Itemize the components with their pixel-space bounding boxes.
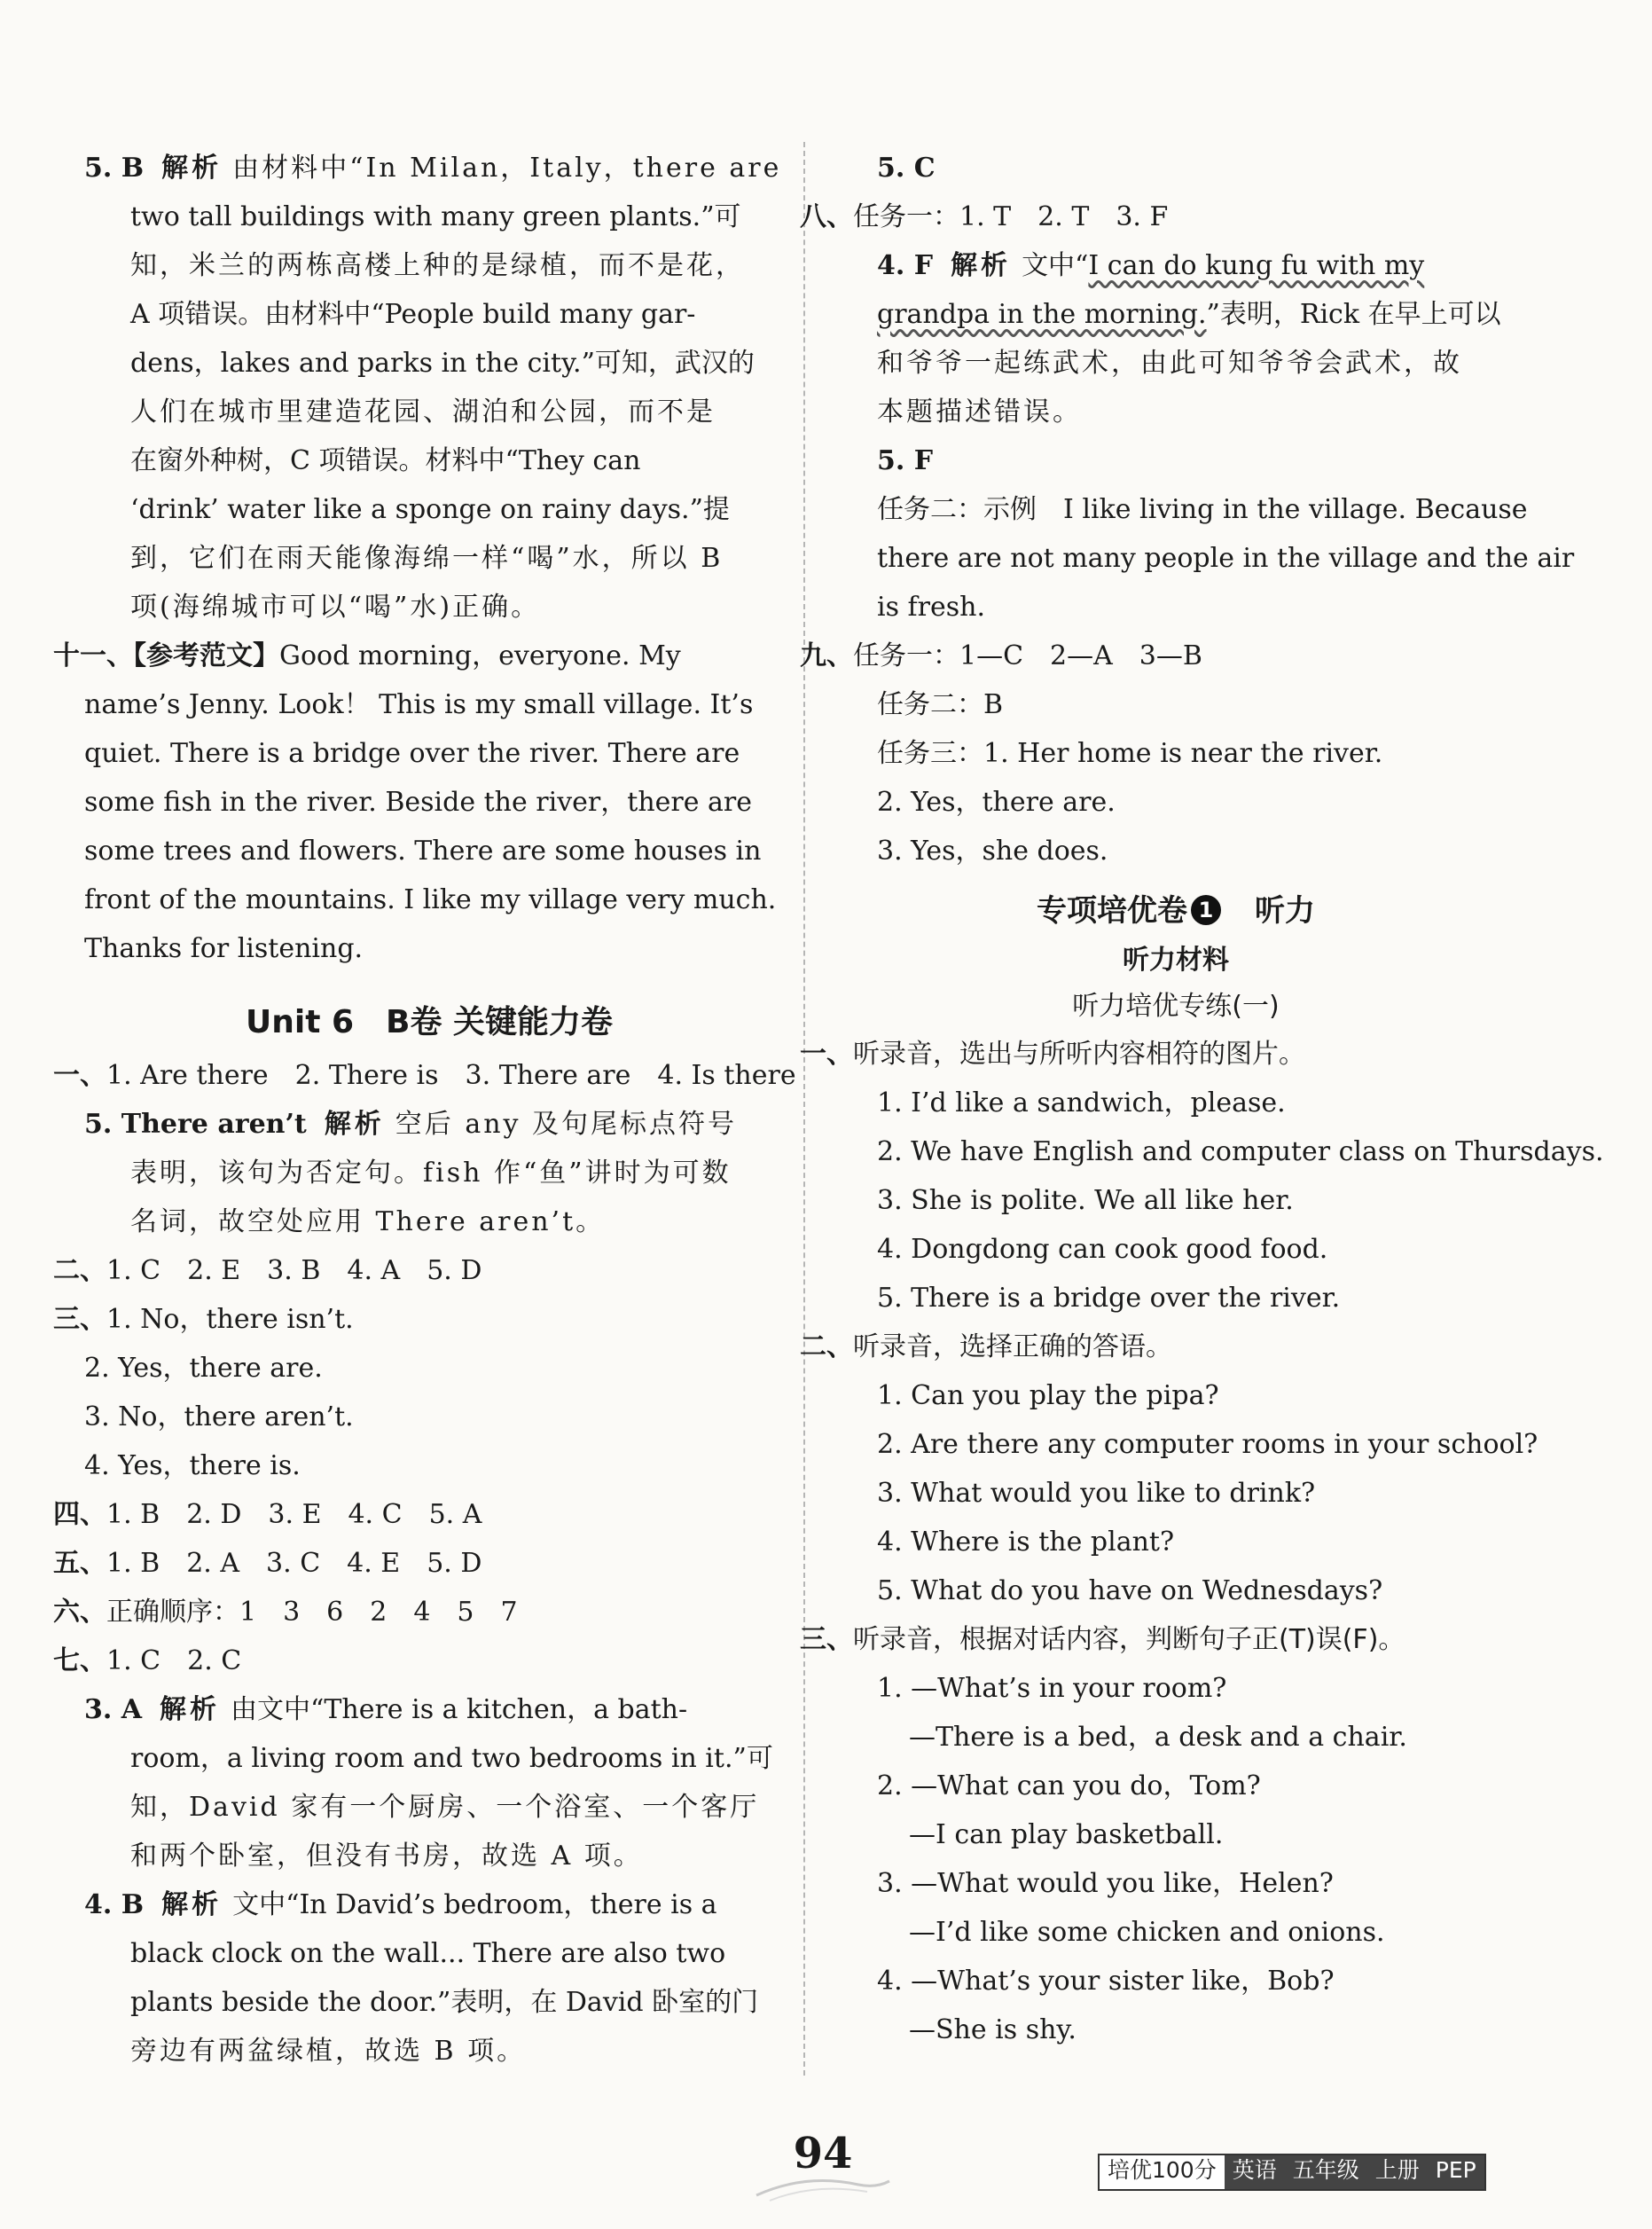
answer-line: name’s Jenny. Look！ This is my small village. It’s — [84, 689, 754, 720]
answer-line: 六、正确顺序：1 3 6 2 4 5 7 — [53, 1597, 518, 1628]
answer-line: front of the mountains. I like my village very much. — [84, 884, 777, 915]
number-circle-icon: 1 — [1191, 895, 1221, 925]
answer-line: 5. C — [877, 153, 936, 184]
answer-line: 本题描述错误。 — [877, 396, 1082, 428]
answer-line: 任务二：示例 I like living in the village. Because — [877, 494, 1528, 525]
answer-line: 3. —What would you like，Helen? — [877, 1868, 1334, 1899]
answer-line: 3. She is polite. We all like her. — [877, 1185, 1294, 1216]
answer-line: grandpa in the morning.”表明，Rick 在早上可以 — [877, 299, 1501, 330]
section-heading: 三、听录音，根据对话内容，判断句子正(T)误(F)。 — [800, 1624, 1405, 1655]
answer-line: 在窗外种树，C 项错误。材料中“They can — [130, 445, 641, 476]
answer-line: 4. Dongdong can cook good food. — [877, 1234, 1328, 1265]
answer-line: 到，它们在雨天能像海绵一样“喝”水，所以 B — [130, 543, 724, 574]
answer-line: 四、1. B 2. D 3. E 4. C 5. A — [53, 1499, 482, 1530]
answer-line: quiet. There is a bridge over the river. There are — [84, 738, 740, 769]
answer-line: 三、1. No，there isn’t. — [53, 1304, 354, 1335]
answer-line: 和爷爷一起练武术，由此可知爷爷会武术，故 — [877, 348, 1462, 379]
answer-line: —There is a bed，a desk and a chair. — [909, 1722, 1407, 1753]
answer-line: 3. What would you like to drink? — [877, 1478, 1316, 1509]
answer-line: 5. F — [877, 445, 934, 476]
answer-line: 5. There aren’t 解析 空后 any 及句尾标点符号 — [84, 1109, 738, 1140]
answer-line: 3. A 解析 由文中“There is a kitchen，a bath- — [84, 1694, 688, 1725]
answer-line: 项(海绵城市可以“喝”水)正确。 — [130, 592, 541, 623]
unit-title: Unit 6 B卷 关键能力卷 — [246, 1004, 613, 1040]
answer-line: 4. Yes，there is. — [84, 1450, 301, 1481]
answer-line: 任务二：B — [877, 689, 1004, 720]
footer-badge: 培优100分 英语 五年级 上册 PEP — [1098, 2154, 1486, 2191]
answer-line: 4. Where is the plant? — [877, 1527, 1175, 1558]
answer-line: —I can play basketball. — [909, 1819, 1224, 1850]
page-number: 94 — [793, 2129, 853, 2178]
answer-line: 和两个卧室，但没有书房，故选 A 项。 — [130, 1840, 643, 1872]
left-column — [53, 144, 796, 2076]
answer-line: 2. —What can you do，Tom? — [877, 1770, 1261, 1801]
special-subtitle: 听力材料 — [1123, 945, 1229, 976]
answer-line: 1. —What’s in your room? — [877, 1673, 1227, 1704]
answer-line: 5. There is a bridge over the river. — [877, 1283, 1341, 1314]
answer-line: 2. Yes，there are. — [877, 787, 1116, 818]
answer-line: 九、任务一：1—C 2—A 3—B — [800, 640, 1202, 671]
section-heading: 一、听录音，选出与所听内容相符的图片。 — [800, 1039, 1305, 1070]
column-divider — [803, 142, 805, 2076]
answer-line: 4. —What’s your sister like，Bob? — [877, 1966, 1335, 1997]
answer-line: room，a living room and two bedrooms in it.”可 — [130, 1743, 773, 1774]
answer-line: 旁边有两盆绿植，故选 B 项。 — [130, 2036, 527, 2067]
answer-line: 1. Can you play the pipa? — [877, 1380, 1219, 1411]
answer-line: ‘drink’ water like a sponge on rainy days.”提 — [130, 494, 730, 525]
answer-line: 一、1. Are there 2. There is 3. There are 4. Is there — [53, 1060, 796, 1091]
answer-line: 3. No，there aren’t. — [84, 1401, 354, 1432]
answer-line: 2. Are there any computer rooms in your school? — [877, 1429, 1538, 1460]
answer-line: A 项错误。由材料中“People build many gar- — [130, 299, 696, 330]
answer-line: is fresh. — [877, 592, 985, 623]
answer-line: black clock on the wall... There are also two — [130, 1938, 726, 1969]
answer-line: some fish in the river. Beside the river，there are — [84, 787, 753, 818]
answer-line: 十一、【参考范文】Good morning，everyone. My — [53, 640, 681, 671]
answer-line: —She is shy. — [909, 2014, 1077, 2045]
right-column — [800, 144, 1604, 2054]
answer-line: 3. Yes，she does. — [877, 836, 1108, 867]
answer-line: —I’d like some chicken and onions. — [909, 1917, 1385, 1948]
answer-line: 5. What do you have on Wednesdays? — [877, 1575, 1383, 1606]
answer-line: 名词，故空处应用 There aren’t。 — [130, 1206, 606, 1237]
special-title: 专项培优卷 1 听力 — [1037, 893, 1315, 929]
answer-line: 5. B 解析 由材料中“In Milan，Italy，there are — [84, 153, 782, 184]
answer-line: 4. B 解析 文中“In David’s bedroom，there is a — [84, 1889, 717, 1920]
answer-line: there are not many people in the village and the air — [877, 543, 1575, 574]
answer-line: 4. F 解析 文中“I can do kung fu with my — [877, 250, 1425, 281]
answer-line: Thanks for listening. — [84, 933, 364, 964]
answer-line: 知，David 家有一个厨房、一个浴室、一个客厅 — [130, 1792, 760, 1823]
answer-line: 七、1. C 2. C — [53, 1645, 242, 1676]
answer-line: 1. I’d like a sandwich，please. — [877, 1087, 1286, 1118]
section-heading: 二、听录音，选择正确的答语。 — [800, 1331, 1172, 1362]
answer-line: 八、任务一：1. T 2. T 3. F — [800, 201, 1169, 232]
answer-line: 2. We have English and computer class on Thursdays. — [877, 1136, 1604, 1167]
answer-line: plants beside the door.”表明，在 David 卧室的门 — [130, 1987, 759, 2018]
answer-line: some trees and flowers. There are some houses in — [84, 836, 762, 867]
answer-line: 任务三：1. Her home is near the river. — [877, 738, 1383, 769]
answer-line: 五、1. B 2. A 3. C 4. E 5. D — [53, 1548, 482, 1579]
answer-line: 知，米兰的两栋高楼上种的是绿植，而不是花， — [130, 250, 745, 281]
answer-line: two tall buildings with many green plants.”可 — [130, 201, 741, 232]
answer-line: dens，lakes and parks in the city.”可知，武汉的 — [130, 348, 755, 379]
answer-line: 2. Yes，there are. — [84, 1353, 323, 1384]
answer-line: 人们在城市里建造花园、湖泊和公园，而不是 — [130, 396, 716, 428]
answer-line: 二、1. C 2. E 3. B 4. A 5. D — [53, 1255, 482, 1286]
wave-ornament-icon — [752, 2169, 894, 2204]
special-subtitle-2: 听力培优专练(一) — [1072, 991, 1280, 1022]
answer-line: 表明，该句为否定句。fish 作“鱼”讲时为可数 — [130, 1158, 732, 1189]
